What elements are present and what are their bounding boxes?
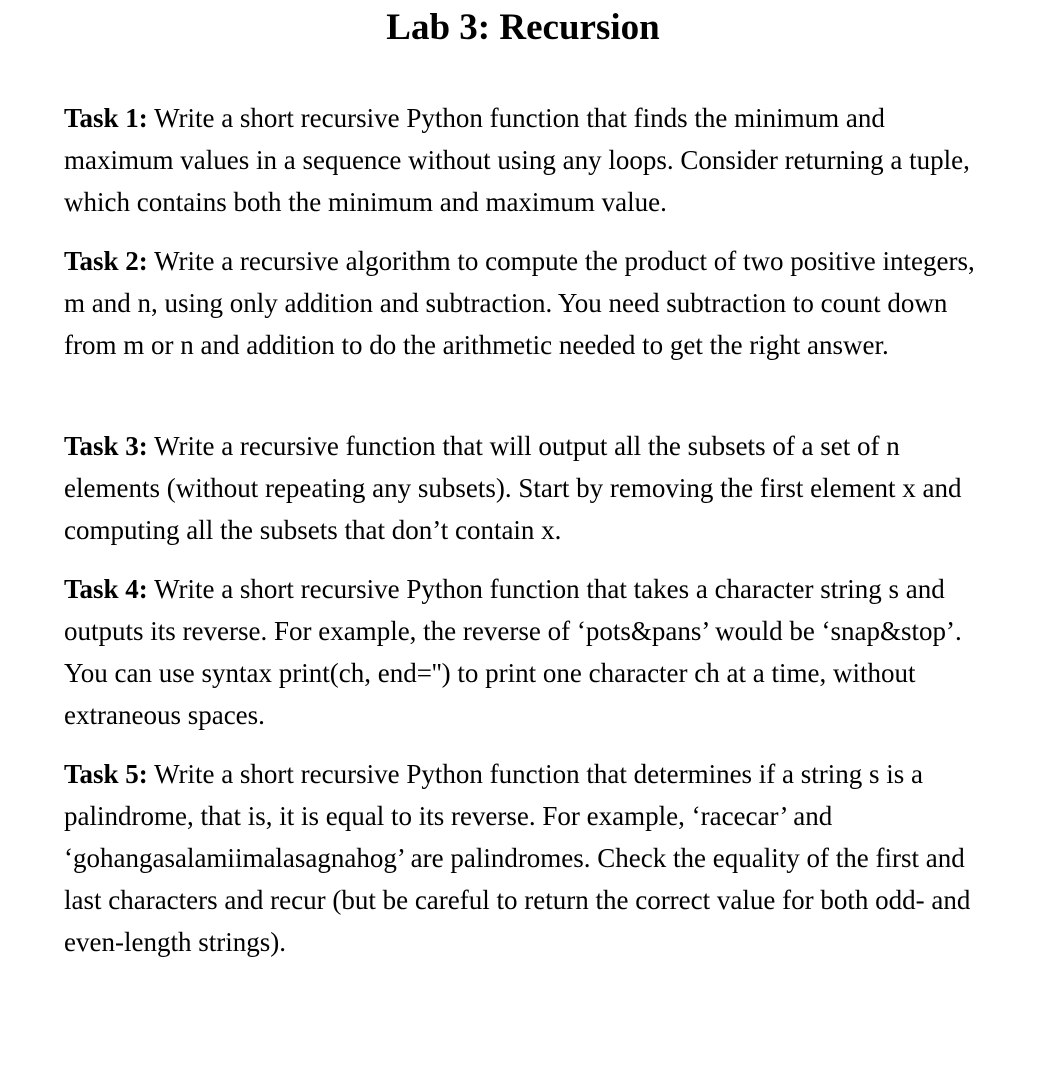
task-4-label: Task 4: [64,574,148,604]
task-4-paragraph [64,568,994,736]
task-3-paragraph [64,425,994,551]
task-3-label: Task 3: [64,431,148,461]
task-2-label: Task 2: [64,246,148,276]
task-5-text: Write a short recursive Python function that determines if a string s is a palindrome, that is, it is equal to its reverse. For example, ‘racecar’ and ‘gohangasalamiimalasagnahog’ are palindromes. Check the equality of the first and last characters and recur (but be careful to return the correct value for both odd- and even-length strings). [64,759,971,957]
task-1-paragraph [64,97,994,223]
task-1-text: Write a short recursive Python function that finds the minimum and maximum values in a sequence without using any loops. Consider returning a tuple, which contains both the minimum and maximum value. [64,103,970,217]
task-2-paragraph [64,240,994,366]
task-5-label: Task 5: [64,759,148,789]
task-4-text: Write a short recursive Python function that takes a character string s and outputs its reverse. For example, the reverse of ‘pots&pans’ would be ‘snap&stop’. You can use syntax print(ch, end='') to print one character ch at a time, without extraneous spaces. [64,574,962,730]
page-title: Lab 3: Recursion [386,7,660,48]
task-1-label: Task 1: [64,103,148,133]
task-5-paragraph [64,753,994,963]
task-2-text: Write a recursive algorithm to compute the product of two positive integers, m and n, using only addition and subtraction. You need subtraction to count down from m or n and addition to do the arithmetic needed to get the right answer. [64,246,975,360]
task-3-text: Write a recursive function that will output all the subsets of a set of n elements (without repeating any subsets). Start by removing the first element x and computing all the subsets that don’t contain x. [64,431,962,545]
